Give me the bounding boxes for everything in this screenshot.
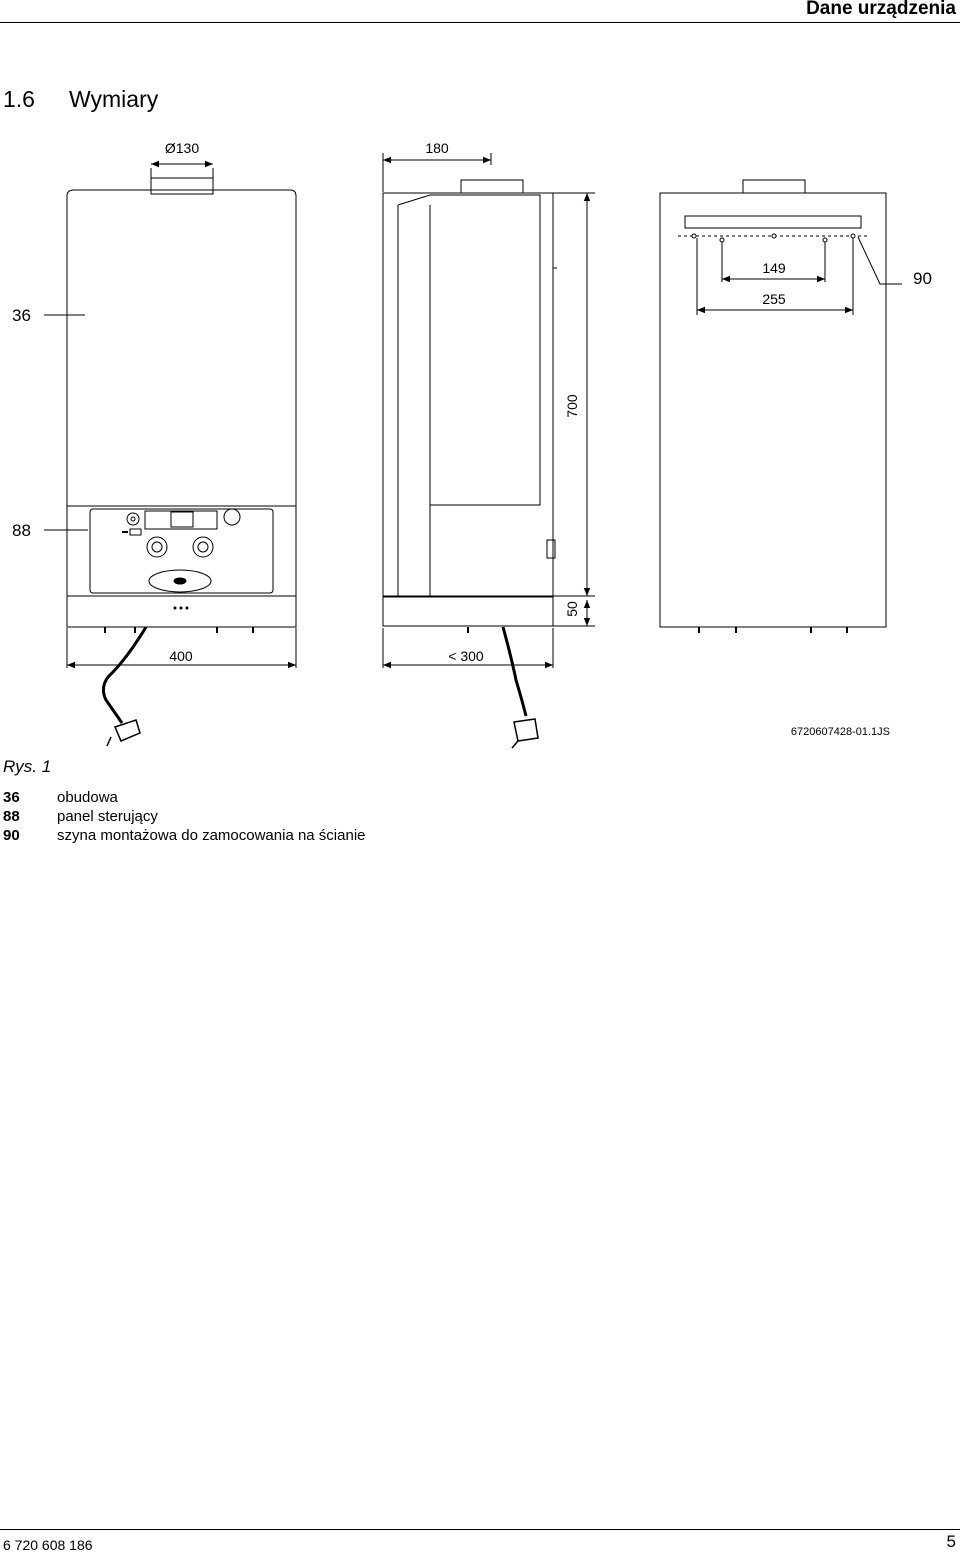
flue-pipe-front bbox=[151, 178, 213, 194]
rear-connections bbox=[699, 627, 847, 633]
section-title: Wymiary bbox=[69, 86, 159, 112]
legend-item bbox=[3, 789, 366, 808]
control-panel-front bbox=[90, 509, 273, 609]
flue-pipe-rear bbox=[743, 180, 805, 193]
front-connections bbox=[105, 627, 253, 633]
plug-side bbox=[512, 719, 538, 748]
side-casing bbox=[383, 193, 553, 597]
legend-number: 36 bbox=[3, 789, 20, 806]
power-cable-side bbox=[503, 627, 526, 716]
dim-width: 400 bbox=[169, 648, 193, 664]
callout-casing: 36 bbox=[12, 306, 31, 325]
legend bbox=[3, 789, 366, 846]
dim-flue-diameter: Ø130 bbox=[164, 140, 200, 156]
power-cable-front bbox=[103, 627, 146, 723]
front-casing bbox=[67, 190, 296, 627]
legend-number: 88 bbox=[3, 808, 20, 825]
legend-item bbox=[3, 808, 366, 827]
dim-depth-bottom: < 300 bbox=[448, 648, 484, 664]
dim-rail-outer: 255 bbox=[762, 291, 786, 307]
legend-number: 90 bbox=[3, 827, 20, 844]
drawing-code: 6720607428-01.1JS bbox=[790, 726, 890, 738]
section-number: 1.6 bbox=[3, 86, 35, 112]
header-title: Dane urządzenia bbox=[806, 0, 956, 19]
legend-text: szyna montażowa do zamocowania na ścianie bbox=[57, 827, 366, 844]
rear-casing bbox=[660, 193, 886, 627]
dim-bottom-offset: 50 bbox=[564, 601, 580, 617]
dimension-lines bbox=[44, 153, 853, 665]
footer-page-number: 5 bbox=[946, 1532, 956, 1551]
legend-text: obudowa bbox=[57, 789, 118, 806]
rear-view bbox=[660, 180, 902, 633]
figure-caption: Rys. 1 bbox=[3, 757, 52, 776]
legend-item bbox=[3, 827, 366, 846]
dim-height: 700 bbox=[564, 394, 580, 418]
callout-mounting-rail: 90 bbox=[913, 269, 932, 288]
dimension-drawing bbox=[0, 0, 960, 760]
callout-control-panel: 88 bbox=[12, 521, 31, 540]
dim-rail-inner: 149 bbox=[762, 260, 786, 276]
legend-text: panel sterujący bbox=[57, 808, 158, 825]
mounting-rail bbox=[685, 216, 861, 228]
footer-doc-number: 6 720 608 186 bbox=[3, 1537, 93, 1553]
flue-pipe-side bbox=[461, 180, 523, 193]
footer-rule bbox=[0, 1529, 960, 1530]
plug-front bbox=[107, 720, 140, 746]
dim-depth-top: 180 bbox=[425, 140, 449, 156]
